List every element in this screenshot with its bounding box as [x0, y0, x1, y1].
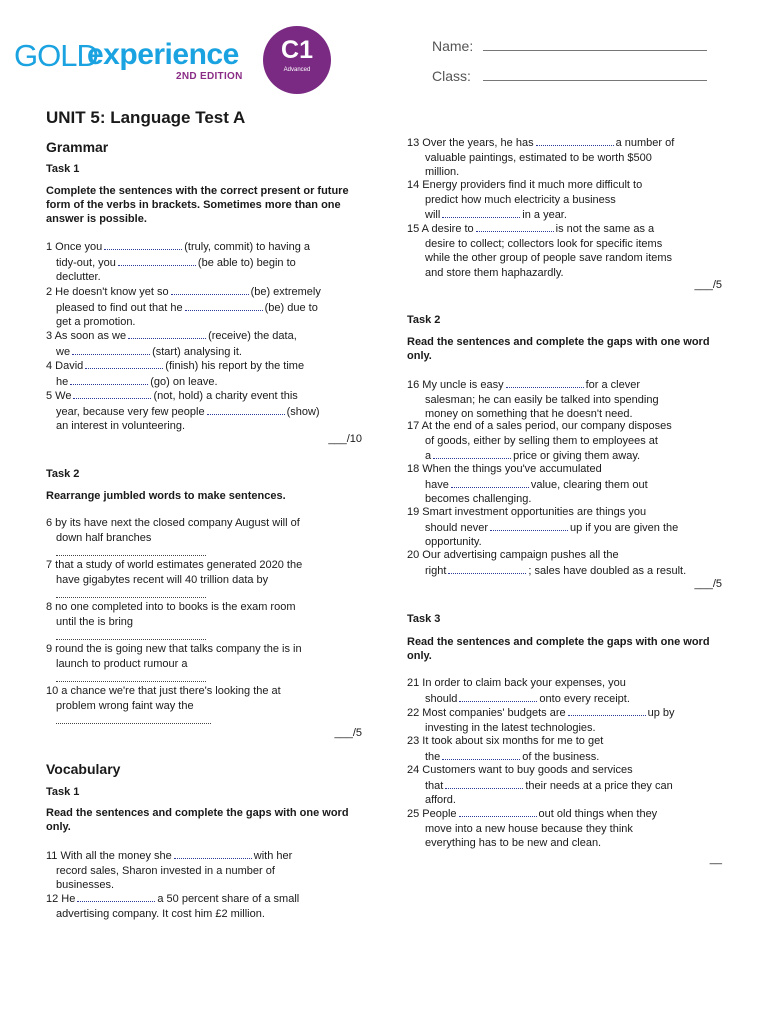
answer-gap[interactable] — [433, 448, 511, 459]
answer-gap[interactable] — [104, 239, 182, 250]
vocab-task3-label: Task 3 — [407, 613, 441, 625]
page-title: UNIT 5: Language Test A — [46, 108, 246, 127]
answer-gap[interactable] — [442, 749, 520, 760]
level-badge-sub: Advanced — [283, 67, 311, 73]
answer-gap[interactable] — [171, 284, 249, 295]
answer-gap[interactable] — [128, 328, 206, 339]
name-label: Name: — [432, 38, 474, 54]
vocab-item-15: 15 A desire to is not the same as a desire to collect; collectors look for specific items while the other group of people save random items and store them haphazardly. — [407, 223, 673, 279]
answer-gap[interactable] — [536, 135, 614, 146]
vocab-item-20: 20 Our advertising campaign pushes all the right ; sales have doubled as a result. — [407, 549, 687, 577]
answer-gap[interactable] — [445, 778, 523, 789]
level-badge — [263, 26, 331, 94]
answer-gap[interactable] — [72, 344, 150, 355]
vocabulary-heading: Vocabulary — [46, 761, 121, 777]
grammar-task1-label: Task 1 — [46, 163, 80, 175]
vocab-task2-score: ___/5 — [694, 578, 722, 590]
vocab-item-11: 11 With all the money she with her record sales, Sharon invested in a number of businesses. — [46, 850, 293, 892]
answer-gap[interactable] — [476, 221, 554, 232]
grammar-item-3: 3 As soon as we (receive) the data, we (start) analysing it. — [46, 330, 297, 358]
grammar-item-7: 7 that a study of world estimates generated 2020 the have gigabytes recent will 40 trillion data by — [46, 558, 376, 603]
answer-gap[interactable] — [73, 388, 151, 399]
grammar-task1-score: ___/10 — [328, 433, 362, 445]
answer-gap[interactable] — [448, 563, 526, 574]
vocab-item-19: 19 Smart investment opportunities are things you should never up if you are given the opportunity. — [407, 506, 679, 549]
grammar-item-4: 4 David (finish) his report by the time he (go) on leave. — [46, 360, 305, 388]
answer-gap[interactable] — [70, 374, 148, 385]
vocab-item-25: 25 People out old things when they move into a new house because they think everything has to be new and clean. — [407, 808, 658, 850]
answer-gap[interactable] — [459, 691, 537, 702]
grammar-task2-instruction: Rearrange jumbled words to make sentences. — [46, 490, 286, 502]
grammar-task2-score: ___/5 — [334, 727, 362, 739]
vocab-item-18: 18 When the things you've accumulated have value, clearing them out becomes challenging. — [407, 463, 648, 506]
logo-gold-text: GOLD — [14, 38, 98, 73]
grammar-item-10: 10 a chance we're that just there's looking the at problem wrong faint way the — [46, 684, 376, 729]
grammar-task2-label: Task 2 — [46, 468, 80, 480]
vocab-task2-label: Task 2 — [407, 314, 441, 326]
answer-gap[interactable] — [490, 520, 568, 531]
grammar-heading: Grammar — [46, 139, 109, 155]
grammar-item-1: 1 Once you (truly, commit) to having a tidy-out, you (be able to) begin to declutter. — [46, 241, 310, 284]
grammar-task1-instruction: Complete the sentences with the correct present or future form of the verbs in brackets. Sometimes more than one answer is possible. — [46, 185, 349, 225]
grammar-item-5: 5 We (not, hold) a charity event this year, because very few people (show) an interest in volunteering. — [46, 390, 320, 433]
vocab-item-24: 24 Customers want to buy goods and services that their needs at a price they can afford. — [407, 764, 673, 807]
vocab-item-14: 14 Energy providers find it much more difficult to predict how much electricity a business will in a year. — [407, 179, 643, 222]
vocab-item-16: 16 My uncle is easy for a clever salesman; he can easily be talked into spending money on something that he doesn't need. — [407, 379, 659, 421]
class-field[interactable] — [483, 80, 707, 81]
logo-experience-text: experience — [87, 38, 239, 71]
name-field[interactable] — [483, 50, 707, 51]
vocab-item-22: 22 Most companies' budgets are up by investing in the latest technologies. — [407, 707, 675, 734]
vocab-item-17: 17 At the end of a sales period, our company disposes of goods, either by selling them to employees at a price or giving them away. — [407, 420, 672, 463]
level-badge-level: C1 — [281, 36, 313, 64]
answer-gap[interactable] — [442, 207, 520, 218]
answer-gap[interactable] — [568, 705, 646, 716]
vocab-task2-instruction: Read the sentences and complete the gaps with one word only. — [407, 336, 710, 362]
grammar-item-6: 6 by its have next the closed company August will of down half branches — [46, 516, 376, 561]
answer-gap[interactable] — [77, 891, 155, 902]
answer-gap[interactable] — [174, 848, 252, 859]
answer-line[interactable] — [56, 671, 206, 682]
answer-gap[interactable] — [451, 477, 529, 488]
grammar-item-9: 9 round the is going new that talks company the is in launch to product rumour a — [46, 642, 376, 687]
answer-gap[interactable] — [185, 300, 263, 311]
vocab-item-12: 12 He a 50 percent share of a small advertising company. It cost him £2 million. — [46, 893, 300, 920]
class-label: Class: — [432, 68, 471, 84]
answer-gap[interactable] — [118, 255, 196, 266]
vocab-task3-instruction: Read the sentences and complete the gaps with one word only. — [407, 636, 710, 662]
vocab-task1-label: Task 1 — [46, 786, 80, 798]
answer-line[interactable] — [56, 713, 211, 724]
logo-edition-text: 2ND EDITION — [176, 71, 243, 82]
answer-line[interactable] — [56, 587, 206, 598]
vocab-item-23: 23 It took about six months for me to get the of the business. — [407, 735, 604, 763]
vocab-item-21: 21 In order to claim back your expenses, you should onto every receipt. — [407, 677, 630, 705]
vocab-task1-instruction: Read the sentences and complete the gaps with one word only. — [46, 807, 349, 833]
answer-gap[interactable] — [207, 404, 285, 415]
grammar-item-8: 8 no one completed into to books is the exam room until the is bring — [46, 600, 376, 645]
vocab-task3-score: __ — [709, 853, 722, 865]
answer-gap[interactable] — [85, 358, 163, 369]
vocab-item-13: 13 Over the years, he has a number of valuable paintings, estimated to be worth $500 million. — [407, 137, 675, 179]
grammar-item-2: 2 He doesn't know yet so (be) extremely pleased to find out that he (be) due to get a promotion. — [46, 286, 321, 329]
vocab-task1-score: ___/5 — [694, 279, 722, 291]
answer-gap[interactable] — [459, 806, 537, 817]
answer-line[interactable] — [56, 545, 206, 556]
answer-gap[interactable] — [506, 377, 584, 388]
answer-line[interactable] — [56, 629, 206, 640]
